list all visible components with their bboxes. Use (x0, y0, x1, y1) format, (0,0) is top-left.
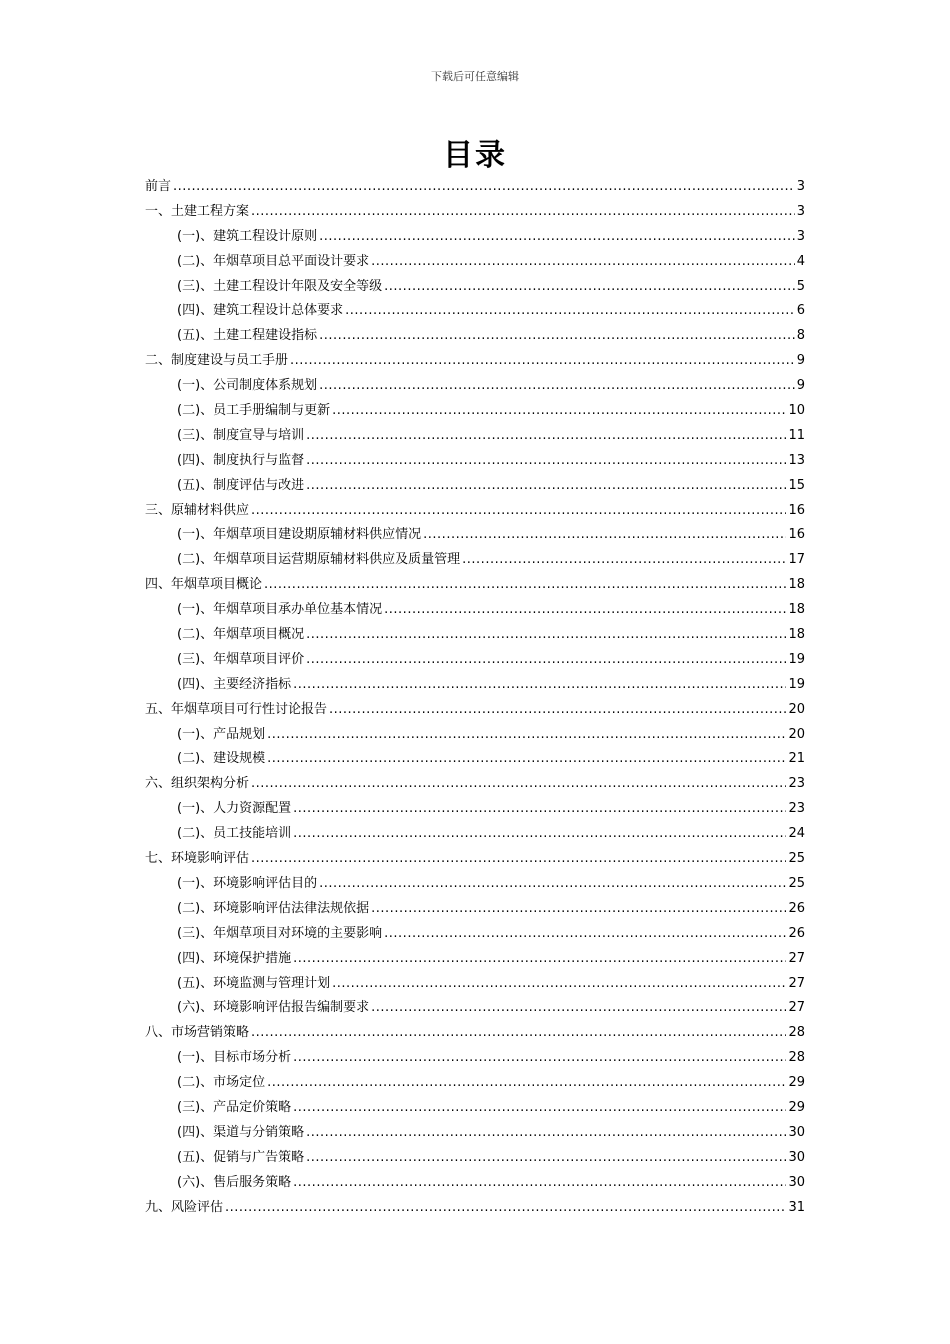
toc-dot-leader (319, 374, 795, 399)
toc-dot-leader (462, 548, 786, 573)
toc-entry-label: 前言 (145, 179, 172, 194)
toc-dot-leader (173, 175, 795, 200)
toc-entry[interactable] (145, 673, 805, 698)
toc-entry[interactable] (145, 175, 805, 200)
toc-entry[interactable] (145, 772, 805, 797)
toc-entry[interactable] (145, 1021, 805, 1046)
toc-entry[interactable] (145, 1121, 805, 1146)
toc-entry[interactable] (145, 349, 805, 374)
toc-entry-label: (二)、员工手册编制与更新 (177, 403, 331, 419)
toc-entry-page-number: 30 (788, 1149, 805, 1165)
toc-entry-page-number: 30 (788, 1174, 805, 1190)
toc-entry[interactable] (145, 548, 805, 573)
toc-entry[interactable] (145, 399, 805, 424)
toc-dot-leader (251, 772, 786, 797)
toc-dot-leader (251, 1021, 786, 1046)
toc-entry-page-number: 28 (788, 1025, 805, 1041)
toc-entry-label: (二)、环境影响评估法律法规依据 (177, 900, 370, 916)
toc-dot-leader (293, 673, 786, 698)
toc-entry-page-number: 27 (788, 975, 805, 991)
toc-dot-leader (384, 275, 795, 300)
toc-entry[interactable] (145, 275, 805, 300)
toc-entry[interactable] (145, 324, 805, 349)
toc-entry-label: (三)、年烟草项目对环境的主要影响 (177, 925, 383, 941)
toc-entry-page-number: 3 (796, 203, 805, 219)
toc-entry[interactable] (145, 1071, 805, 1096)
toc-entry-label: 七、环境影响评估 (145, 851, 250, 867)
toc-dot-leader (384, 922, 786, 947)
toc-entry-label: (二)、年烟草项目概况 (177, 627, 305, 643)
toc-entry-label: (四)、环境保护措施 (177, 950, 292, 966)
toc-entry-page-number: 15 (788, 477, 805, 493)
toc-entry-label: (一)、产品规划 (177, 726, 266, 742)
toc-entry[interactable] (145, 723, 805, 748)
toc-dot-leader (293, 1096, 786, 1121)
toc-dot-leader (267, 1071, 786, 1096)
toc-dot-leader (267, 747, 786, 772)
toc-entry-page-number: 30 (788, 1124, 805, 1140)
toc-entry-label: (五)、制度评估与改进 (177, 477, 305, 493)
toc-entry[interactable] (145, 374, 805, 399)
toc-entry-label: 二、制度建设与员工手册 (145, 353, 289, 369)
toc-dot-leader (332, 399, 786, 424)
toc-dot-leader (267, 723, 786, 748)
toc-entry-label: (一)、目标市场分析 (177, 1050, 292, 1066)
toc-dot-leader (306, 1146, 786, 1171)
page-title: 目录 (443, 138, 507, 173)
toc-entry-label: 六、组织架构分析 (145, 776, 250, 792)
toc-entry[interactable] (145, 1146, 805, 1171)
toc-entry-page-number: 20 (788, 726, 805, 742)
toc-entry[interactable] (145, 1046, 805, 1071)
toc-dot-leader (371, 250, 795, 275)
toc-entry[interactable] (145, 648, 805, 673)
toc-entry[interactable] (145, 972, 805, 997)
toc-entry-page-number: 9 (796, 378, 805, 394)
toc-entry[interactable] (145, 947, 805, 972)
toc-entry[interactable] (145, 474, 805, 499)
toc-entry[interactable] (145, 897, 805, 922)
toc-dot-leader (306, 648, 786, 673)
toc-entry[interactable] (145, 499, 805, 524)
toc-entry-page-number: 3 (796, 228, 805, 244)
toc-entry-page-number: 17 (788, 552, 805, 568)
toc-entry[interactable] (145, 1096, 805, 1121)
toc-dot-leader (293, 797, 786, 822)
toc-entry-label: (三)、年烟草项目评价 (177, 651, 305, 667)
toc-entry-page-number: 29 (788, 1099, 805, 1115)
toc-entry[interactable] (145, 200, 805, 225)
toc-entry-page-number: 6 (796, 303, 805, 319)
toc-entry[interactable] (145, 225, 805, 250)
toc-entry-page-number: 16 (788, 527, 805, 543)
toc-entry-page-number: 26 (788, 900, 805, 916)
toc-entry-label: (六)、售后服务策略 (177, 1174, 292, 1190)
toc-entry-page-number: 3 (796, 179, 805, 194)
toc-dot-leader (332, 972, 786, 997)
toc-entry[interactable] (145, 822, 805, 847)
toc-entry-page-number: 27 (788, 950, 805, 966)
toc-entry[interactable] (145, 449, 805, 474)
toc-dot-leader (290, 349, 795, 374)
toc-entry[interactable] (145, 623, 805, 648)
toc-entry-label: (五)、土建工程建设指标 (177, 328, 318, 344)
toc-entry[interactable] (145, 573, 805, 598)
toc-entry-page-number: 25 (788, 851, 805, 867)
toc-entry-page-number: 23 (788, 776, 805, 792)
toc-entry-label: (五)、环境监测与管理计划 (177, 975, 331, 991)
toc-entry-page-number: 21 (788, 751, 805, 767)
toc-entry-label: (六)、环境影响评估报告编制要求 (177, 1000, 370, 1016)
toc-dot-leader (251, 499, 786, 524)
toc-entry-label: (二)、年烟草项目运营期原辅材料供应及质量管理 (177, 552, 461, 568)
toc-entry-page-number: 24 (788, 826, 805, 842)
page-header: 下载后可任意编辑 (431, 70, 519, 83)
toc-entry[interactable] (145, 299, 805, 324)
toc-dot-leader (306, 449, 786, 474)
toc-entry-label: (二)、年烟草项目总平面设计要求 (177, 253, 370, 269)
toc-dot-leader (306, 424, 786, 449)
toc-dot-leader (329, 698, 786, 723)
toc-dot-leader (306, 623, 786, 648)
toc-dot-leader (384, 598, 786, 623)
toc-entry-label: (四)、渠道与分销策略 (177, 1124, 305, 1140)
toc-dot-leader (345, 299, 795, 324)
toc-entry-label: 八、市场营销策略 (145, 1025, 250, 1041)
toc-entry-label: 三、原辅材料供应 (145, 502, 250, 518)
toc-dot-leader (293, 947, 786, 972)
toc-entry-page-number: 31 (788, 1199, 805, 1215)
toc-entry-label: (四)、主要经济指标 (177, 676, 292, 692)
toc-dot-leader (293, 1171, 786, 1196)
toc-entry-label: (四)、建筑工程设计总体要求 (177, 303, 344, 319)
toc-dot-leader (319, 324, 795, 349)
toc-entry-label: (二)、员工技能培训 (177, 826, 292, 842)
toc-entry-page-number: 8 (796, 328, 805, 344)
toc-entry-page-number: 27 (788, 1000, 805, 1016)
toc-entry-label: (三)、产品定价策略 (177, 1099, 292, 1115)
toc-entry-page-number: 13 (788, 452, 805, 468)
toc-dot-leader (293, 1046, 786, 1071)
toc-entry-label: 四、年烟草项目概论 (145, 577, 263, 593)
toc-entry-label: (一)、人力资源配置 (177, 801, 292, 817)
toc-entry-page-number: 28 (788, 1050, 805, 1066)
toc-entry[interactable] (145, 250, 805, 275)
toc-dot-leader (251, 200, 795, 225)
toc-entry-page-number: 18 (788, 577, 805, 593)
toc-entry[interactable] (145, 872, 805, 897)
toc-entry-page-number: 20 (788, 701, 805, 717)
toc-dot-leader (319, 872, 786, 897)
toc-entry-page-number: 11 (788, 427, 805, 443)
toc-entry[interactable] (145, 598, 805, 623)
toc-entry[interactable] (145, 797, 805, 822)
toc-entry-page-number: 16 (788, 502, 805, 518)
table-of-contents (145, 175, 805, 1220)
toc-dot-leader (319, 225, 795, 250)
toc-entry-label: (一)、建筑工程设计原则 (177, 228, 318, 244)
toc-entry[interactable] (145, 747, 805, 772)
toc-entry-label: (四)、制度执行与监督 (177, 452, 305, 468)
toc-entry-label: (一)、公司制度体系规划 (177, 378, 318, 394)
toc-dot-leader (293, 822, 786, 847)
toc-entry-label: 九、风险评估 (145, 1199, 224, 1215)
toc-entry[interactable] (145, 698, 805, 723)
toc-dot-leader (264, 573, 786, 598)
toc-entry[interactable] (145, 1171, 805, 1196)
toc-dot-leader (423, 523, 786, 548)
toc-entry-page-number: 5 (796, 278, 805, 294)
toc-entry[interactable] (145, 996, 805, 1021)
toc-entry-page-number: 10 (788, 403, 805, 419)
toc-entry-label: 五、年烟草项目可行性讨论报告 (145, 701, 328, 717)
toc-entry[interactable] (145, 424, 805, 449)
toc-dot-leader (371, 996, 786, 1021)
toc-entry-label: (五)、促销与广告策略 (177, 1149, 305, 1165)
toc-entry-label: (一)、年烟草项目承办单位基本情况 (177, 602, 383, 618)
toc-entry-page-number: 18 (788, 602, 805, 618)
toc-dot-leader (225, 1196, 786, 1221)
toc-dot-leader (306, 474, 786, 499)
toc-entry-label: 一、土建工程方案 (145, 203, 250, 219)
toc-entry-page-number: 29 (788, 1075, 805, 1091)
toc-entry-page-number: 18 (788, 627, 805, 643)
toc-entry-page-number: 19 (788, 651, 805, 667)
toc-entry-label: (一)、年烟草项目建设期原辅材料供应情况 (177, 527, 422, 543)
toc-entry-label: (三)、制度宣导与培训 (177, 427, 305, 443)
toc-dot-leader (371, 897, 786, 922)
toc-entry[interactable] (145, 922, 805, 947)
toc-dot-leader (251, 847, 786, 872)
toc-entry-page-number: 9 (796, 353, 805, 369)
toc-entry[interactable] (145, 847, 805, 872)
toc-dot-leader (306, 1121, 786, 1146)
toc-entry-page-number: 25 (788, 875, 805, 891)
toc-entry-page-number: 19 (788, 676, 805, 692)
toc-entry-label: (三)、土建工程设计年限及安全等级 (177, 278, 383, 294)
toc-entry-label: (二)、建设规模 (177, 751, 266, 767)
toc-entry[interactable] (145, 523, 805, 548)
toc-entry-page-number: 4 (796, 253, 805, 269)
toc-entry-label: (一)、环境影响评估目的 (177, 875, 318, 891)
toc-entry-label: (二)、市场定位 (177, 1075, 266, 1091)
toc-entry-page-number: 26 (788, 925, 805, 941)
toc-entry-page-number: 23 (788, 801, 805, 817)
toc-entry[interactable] (145, 1196, 805, 1221)
